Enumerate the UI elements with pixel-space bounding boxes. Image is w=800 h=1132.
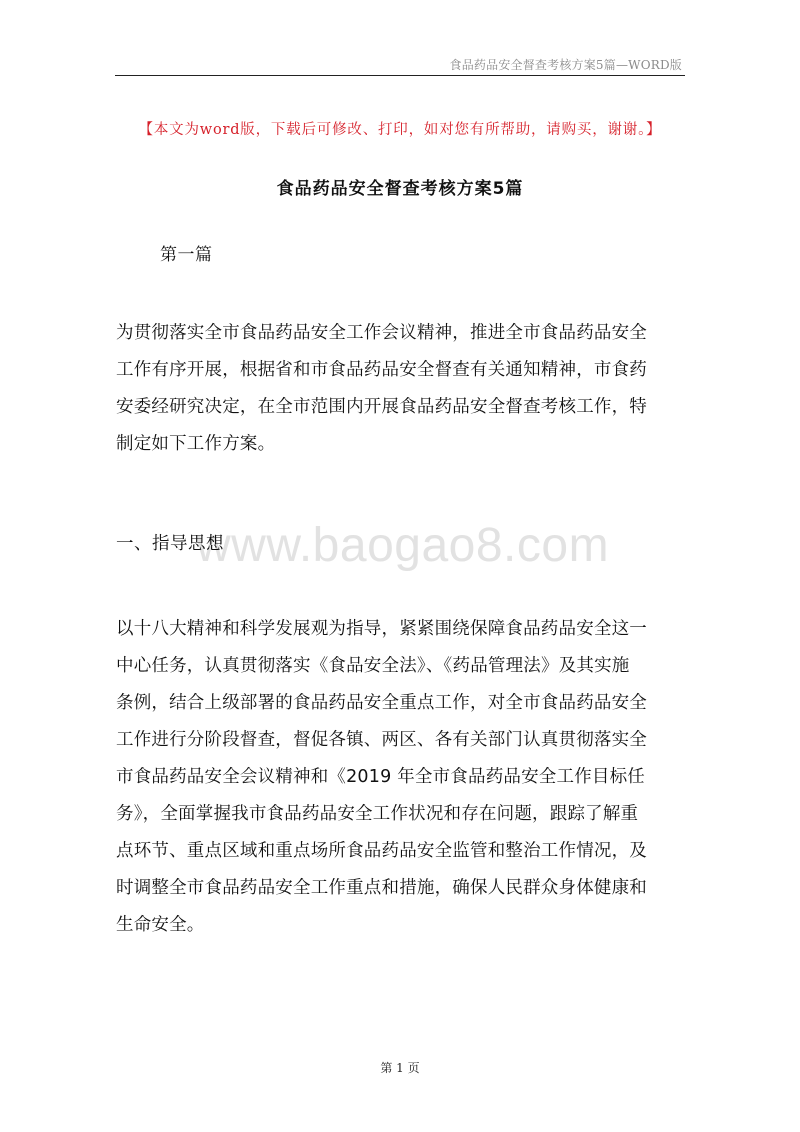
intro-paragraph — [116, 315, 690, 463]
site-watermark: www.baogao8.com — [196, 519, 610, 572]
document-title: 食品药品安全督查考核方案5篇 — [276, 179, 524, 199]
paragraph-line: 点环节、重点区域和重点场所食品药品安全监管和整治工作情况，及 — [116, 841, 647, 861]
running-header: 食品药品安全督查考核方案5篇—WORD版 — [449, 58, 682, 72]
paragraph-line: 以十八大精神和科学发展观为指导，紧紧围绕保障食品药品安全这一 — [116, 619, 647, 639]
paragraph-line: 生命安全。 — [116, 915, 205, 935]
page-number: 第 1 页 — [380, 1061, 420, 1075]
chapter-label: 第一篇 — [160, 245, 213, 265]
header-divider — [115, 75, 685, 76]
paragraph-line: 条例，结合上级部署的食品药品安全重点工作，对全市食品药品安全 — [116, 693, 647, 713]
section-heading: 一、指导思想 — [116, 534, 224, 554]
download-notice: 【本文为word版，下载后可修改、打印，如对您有所帮助，请购买，谢谢。】 — [138, 122, 662, 138]
paragraph-line: 中心任务，认真贯彻落实《食品安全法》、《药品管理法》及其实施 — [116, 656, 630, 676]
section-paragraph — [116, 611, 690, 944]
paragraph-line: 市食品药品安全会议精神和《2019 年全市食品药品安全工作目标任 — [116, 767, 645, 787]
paragraph-line: 安委经研究决定，在全市范围内开展食品药品安全督查考核工作，特 — [116, 397, 647, 417]
paragraph-line: 工作进行分阶段督查，督促各镇、两区、各有关部门认真贯彻落实全 — [116, 730, 647, 750]
paragraph-line: 务》，全面掌握我市食品药品安全工作状况和存在问题，跟踪了解重 — [116, 804, 639, 824]
paragraph-line: 为贯彻落实全市食品药品安全工作会议精神，推进全市食品药品安全 — [116, 323, 647, 343]
paragraph-line: 时调整全市食品药品安全工作重点和措施，确保人民群众身体健康和 — [116, 878, 647, 898]
paragraph-line: 制定如下工作方案。 — [116, 434, 276, 454]
paragraph-line: 工作有序开展，根据省和市食品药品安全督查有关通知精神，市食药 — [116, 360, 647, 380]
